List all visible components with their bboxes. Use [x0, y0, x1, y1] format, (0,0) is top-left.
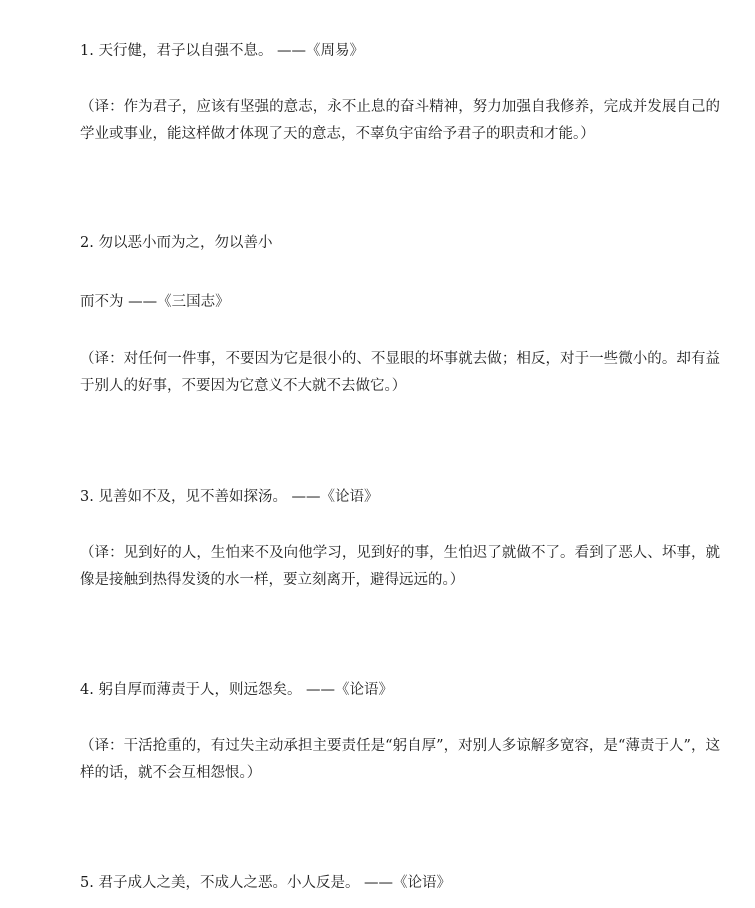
translation-1: （译：作为君子，应该有坚强的意志，永不止息的奋斗精神，努力加强自我修养，完成并发展自己的学业或事业，能这样做才体现了天的意志，不辜负宇宙给予君子的职责和才能。）: [80, 99, 720, 142]
translation-2: （译：对任何一件事，不要因为它是很小的、不显眼的坏事就去做；相反，对于一些微小的。却有益于别人的好事，不要因为它意义不大就不去做它。）: [80, 351, 720, 394]
quote-4: 4. 躬自厚而薄责于人，则远怨矣。 ——《论语》: [80, 682, 394, 698]
quote-1: 1. 天行健，君子以自强不息。 ——《周易》: [80, 43, 365, 59]
translation-4: （译：干活抢重的，有过失主动承担主要责任是“躬自厚”，对别人多谅解多宽容，是“薄责于人”，这样的话，就不会互相怨恨。）: [80, 738, 720, 781]
quote-2-line-1: 2. 勿以恶小而为之，勿以善小: [80, 235, 273, 251]
quote-2-line-2: 而不为 ——《三国志》: [80, 294, 230, 310]
quote-5: 5. 君子成人之美，不成人之恶。小人反是。 ——《论语》: [80, 875, 452, 891]
quote-3: 3. 见善如不及，见不善如探汤。 ——《论语》: [80, 489, 379, 505]
translation-3: （译：见到好的人，生怕来不及向他学习，见到好的事，生怕迟了就做不了。看到了恶人、坏事，就像是接触到热得发烫的水一样，要立刻离开，避得远远的。）: [80, 545, 720, 588]
